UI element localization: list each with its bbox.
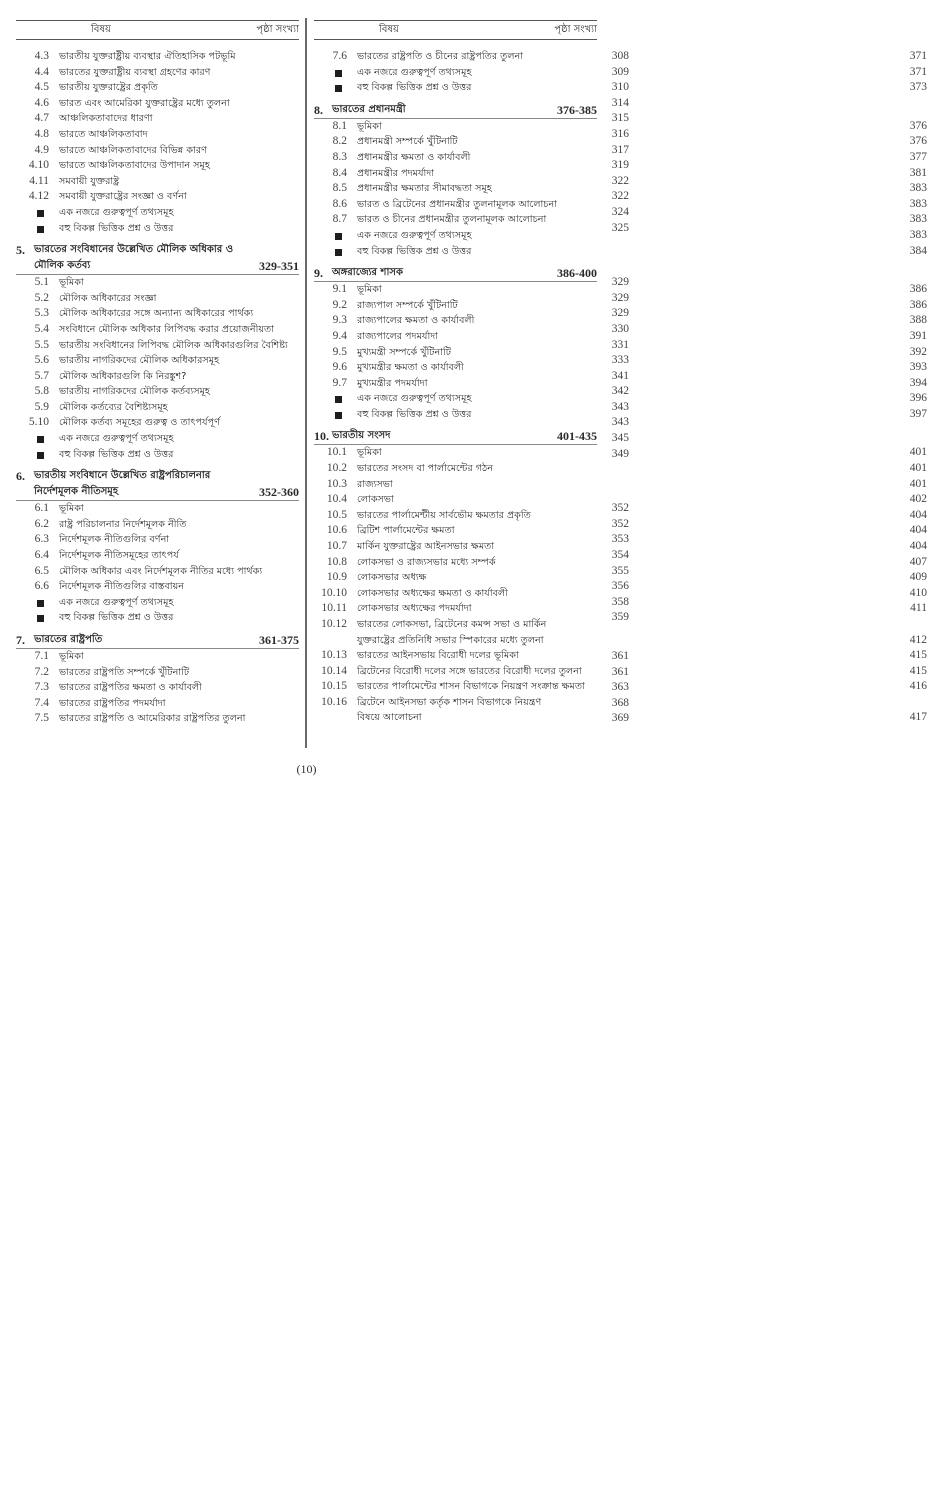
entry-number: 10.13 (321, 649, 347, 661)
chapter-title-line2: মৌলিক কর্তব্য (34, 260, 91, 272)
entry-number: 5.3 (34, 307, 49, 320)
toc-entry[interactable] (314, 477, 927, 493)
entry-page: 329 (611, 276, 629, 289)
entry-number: 10.6 (326, 524, 347, 537)
entry-number: 8.5 (332, 182, 347, 195)
entry-number: 10.3 (326, 477, 347, 490)
entry-number: 10.2 (326, 462, 347, 475)
chapter-title: ভারতের প্রধানমন্ত্রী (332, 103, 406, 115)
entry-number: 9.1 (332, 283, 347, 296)
entry-page: 388 (909, 314, 927, 327)
entry-page: 314 (611, 96, 629, 109)
entry-title: ভারতের লোকসভা, ব্রিটেনের কমন্স সভা ও মার্কিন যুক্তরাষ্ট্রের প্রতিনিধি সভার স্পিকারের মধ্যে তুলনা (357, 619, 547, 646)
entry-page: 324 (611, 205, 629, 218)
entry-page: 352 (611, 502, 629, 515)
entry-page: 384 (909, 244, 927, 257)
entry-title: সমবায়ী যুক্তরাষ্ট্রের সংজ্ঞা ও বর্ণনা (59, 191, 187, 203)
entry-number: 9.4 (332, 329, 347, 342)
entry-number: 4.3 (34, 50, 49, 62)
entry-number: 10.12 (321, 618, 347, 630)
entry-page: 361 (611, 650, 629, 662)
chapter-heading (16, 468, 299, 484)
toc-entry[interactable] (314, 228, 927, 244)
entry-title: ভূমিকা (59, 651, 84, 662)
entry-title: ভারতে আঞ্চলিকতাবাদের উপাদান সমূহ (59, 160, 210, 172)
entry-page: 371 (909, 65, 927, 78)
entry-number: 7.1 (34, 650, 49, 662)
chapter-title: ভারতীয় সংবিধানে উল্লেখিত রাষ্ট্রপরিচালনার (34, 470, 211, 482)
entry-title: ভারতীয় নাগরিকদের মৌলিক অধিকারসমূহ (59, 355, 220, 367)
entry-title: ভারতের পার্লামেন্টের শাসন বিভাগকে নিয়ন্ত্রণ সংক্রান্ত ক্ষমতা (357, 681, 585, 693)
entry-number: 4.5 (34, 81, 49, 94)
entry-page: 393 (909, 361, 927, 374)
entry-page: 358 (611, 595, 629, 608)
entry-page: 363 (611, 681, 629, 694)
entry-page: 356 (611, 580, 629, 593)
entry-title: মৌলিক অধিকারগুলি কি নিরঙ্কুশ? (59, 370, 187, 382)
entry-title: প্রধানমন্ত্রীর ক্ষমতার সীমাবদ্ধতা সমূহ (357, 183, 492, 195)
entry-page: 345 (611, 432, 629, 445)
entry-number: 6.4 (34, 549, 49, 562)
entry-title: ভারতের যুক্তরাষ্ট্রীয় ব্যবস্থা গ্রহণের কারণ (59, 66, 211, 78)
entry-title: মৌলিক কর্তব্যের বৈশিষ্ট্যসমূহ (59, 401, 168, 413)
entry-number: 10.14 (321, 664, 347, 677)
entry-number: 4.9 (34, 143, 49, 156)
entry-title: লোকসভা ও রাজ্যসভার মধ্যে সম্পর্ক (357, 556, 496, 568)
header-subject: বিষয় (91, 23, 111, 35)
entry-title: ভারতে আঞ্চলিকতাবাদের বিভিন্ন কারণ (59, 144, 207, 156)
entry-number: 4.8 (34, 127, 49, 140)
entry-page: 333 (611, 354, 629, 367)
chapter-page-range: 352-360 (259, 485, 299, 500)
chapter-page-range: 386-400 (557, 266, 597, 281)
entry-page: 343 (611, 416, 629, 429)
entry-number: 5.2 (34, 291, 49, 304)
entry-number: 9.7 (332, 376, 347, 389)
entry-page: 330 (611, 322, 629, 335)
entry-number: 8.2 (332, 135, 347, 148)
entry-title: ভারতের রাষ্ট্রপতি ও আমেরিকার রাষ্ট্রপতির তুলনা (59, 713, 246, 725)
chapter-title-line2: নির্দেশমূলক নীতিসমূহ (34, 486, 119, 498)
entry-page: 352 (611, 517, 629, 530)
chapter-heading-cont (16, 484, 299, 500)
entry-title: রাষ্ট্র পরিচালনার নির্দেশমূলক নীতি (59, 518, 187, 530)
entry-title: এক নজরে গুরুত্বপূর্ণ তথ্যসমূহ (59, 206, 174, 218)
entry-title: ভারতের সংসদ বা পার্লামেন্টের গঠন (357, 463, 493, 475)
entry-number: 8.1 (332, 119, 347, 132)
entry-title: এক নজরে গুরুত্বপূর্ণ তথ্যসমূহ (357, 66, 472, 78)
entry-title: ভারতের রাষ্ট্রপতির ক্ষমতা ও কার্যাবলী (59, 682, 202, 694)
entry-page: 417 (909, 711, 927, 724)
entry-number: 4.11 (29, 174, 49, 187)
entry-number: 10.9 (326, 571, 347, 584)
chapter-number: 9. (314, 266, 323, 281)
entry-title: ভূমিকা (357, 120, 382, 132)
entry-page: 404 (909, 524, 927, 537)
entry-number: 7.4 (34, 696, 49, 709)
entry-title: রাজ্যপাল সম্পর্কে খুঁটিনাটি (357, 299, 458, 311)
entry-title: সমবায়ী যুক্তরাষ্ট্র (59, 175, 120, 187)
entry-number: 9.6 (332, 361, 347, 374)
chapter-number: 8. (314, 102, 323, 117)
entry-title: বহু বিকল্প ভিত্তিক প্রশ্ন ও উত্তর (59, 222, 174, 234)
entry-page: 411 (910, 602, 927, 615)
entry-number: 10.16 (321, 695, 347, 708)
entry-title: প্রধানমন্ত্রী সম্পর্কে খুঁটিনাটি (357, 136, 458, 148)
entry-number: 5.6 (34, 354, 49, 367)
entry-page: 317 (611, 143, 629, 156)
entry-title: মৌলিক কর্তব্য সমূহের গুরুত্ব ও তাৎপর্যপূর্ণ (59, 417, 220, 429)
entry-number: 6.3 (34, 533, 49, 546)
entry-number: 5.5 (34, 338, 49, 351)
header-page-number: পৃষ্ঠা সংখ্যা (256, 23, 299, 35)
chapter-number: 5. (16, 243, 25, 258)
chapter-number: 7. (16, 633, 25, 647)
entry-number: 4.12 (28, 190, 49, 203)
entry-page: 407 (909, 555, 927, 568)
entry-page: 383 (909, 197, 927, 210)
entry-number: 8.7 (332, 213, 347, 226)
entry-number: 8.4 (332, 166, 347, 179)
entry-page: 341 (611, 369, 629, 382)
entry-page: 392 (909, 345, 927, 358)
entry-page: 397 (909, 407, 927, 420)
entry-number: 10.4 (326, 493, 347, 506)
entry-number: 9.5 (332, 345, 347, 358)
entry-title: রাজ্যপালের পদমর্যাদা (357, 330, 439, 342)
entry-page: 361 (611, 665, 629, 678)
entry-page: 353 (611, 533, 629, 546)
entry-number: 10.11 (321, 602, 347, 615)
toc-entry[interactable] (314, 492, 927, 508)
entry-number: 10.1 (326, 446, 347, 459)
chapter-heading (16, 632, 299, 648)
entry-title: বহু বিকল্প ভিত্তিক প্রশ্ন ও উত্তর (357, 408, 472, 420)
entry-number: 8.3 (332, 150, 347, 163)
entry-number: 6.5 (34, 564, 49, 577)
entry-title: প্রধানমন্ত্রীর পদমর্যাদা (357, 167, 435, 179)
entry-number: 6.1 (34, 502, 49, 515)
entry-title: ভারতের রাষ্ট্রপতি ও চীনের রাষ্ট্রপতির তুলনা (357, 51, 524, 62)
entry-page: 359 (611, 611, 629, 624)
table-header (16, 20, 299, 40)
entry-number: 10.7 (326, 540, 347, 553)
entry-title: মৌলিক অধিকার এবং নির্দেশমূলক নীতির মধ্যে পার্থক্য (59, 565, 263, 577)
entry-title: ভারত ও ব্রিটেনের প্রধানমন্ত্রীর তুলনামূলক আলোচনা (357, 198, 557, 210)
entry-page: 401 (909, 446, 927, 459)
entry-number: 7.3 (34, 681, 49, 694)
entry-title: রাজ্যসভা (357, 478, 393, 490)
entry-title: মার্কিন যুক্তরাষ্ট্রের আইনসভার ক্ষমতা (357, 541, 495, 553)
entry-page: 342 (611, 385, 629, 398)
entry-title: বহু বিকল্প ভিত্তিক প্রশ্ন ও উত্তর (59, 612, 174, 624)
toc-entry[interactable] (16, 711, 629, 727)
entry-page: 409 (909, 571, 927, 584)
entry-number: 5.10 (28, 416, 49, 429)
entry-title: লোকসভার অধ্যক্ষ (357, 572, 427, 584)
entry-title: সংবিধানে মৌলিক অধিকার লিপিবদ্ধ করার প্রয়োজনীয়তা (59, 323, 275, 335)
entry-page: 354 (611, 549, 629, 562)
entry-title: ভূমিকা (59, 503, 84, 515)
entry-page: 391 (909, 329, 927, 342)
entry-number: 8.6 (332, 197, 347, 210)
chapter-title: ভারতীয় সংসদ (332, 430, 391, 442)
entry-title: মুখ্যমন্ত্রীর পদমর্যাদা (357, 377, 428, 389)
chapter-number: 10. (314, 429, 329, 444)
entry-title: ভারত এবং আমেরিকা যুক্তরাষ্ট্রের মধ্যে তুলনা (59, 97, 230, 109)
entry-title: মুখ্যমন্ত্রী সম্পর্কে খুঁটিনাটি (357, 346, 452, 358)
chapter-number: 6. (16, 469, 25, 484)
entry-number: 5.8 (34, 385, 49, 398)
entry-page: 404 (909, 540, 927, 553)
entry-page: 386 (909, 298, 927, 311)
entry-page: 369 (611, 712, 629, 725)
chapter-heading (314, 428, 597, 444)
entry-page: 386 (909, 283, 927, 296)
entry-page: 415 (909, 664, 927, 677)
entry-title: প্রধানমন্ত্রীর ক্ষমতা ও কার্যাবলী (357, 151, 471, 163)
entry-title: বহু বিকল্প ভিত্তিক প্রশ্ন ও উত্তর (59, 448, 174, 460)
entry-title: ভারতের পার্লামেন্টীয় সার্বভৌম ক্ষমতার প্রকৃতি (357, 509, 531, 521)
entry-title: নির্দেশমূলক নীতিসমূহের তাৎপর্য (59, 550, 179, 562)
entry-page: 401 (909, 462, 927, 475)
entry-title: মুখ্যমন্ত্রীর ক্ষমতা ও কার্যাবলী (357, 362, 464, 374)
chapter-page-range: 329-351 (259, 259, 299, 274)
entry-title: এক নজরে গুরুত্বপূর্ণ তথ্যসমূহ (357, 393, 472, 405)
entry-title: ভূমিকা (357, 447, 382, 459)
entry-title: নির্দেশমূলক নীতিগুলির বাস্তবায়ন (59, 581, 184, 593)
entry-title: ভারতীয় সংবিধানের লিপিবদ্ধ মৌলিক অধিকারগুলির বৈশিষ্ট্য (59, 339, 288, 351)
entry-number: 5.4 (34, 322, 49, 335)
header-subject: বিষয় (379, 23, 399, 35)
entry-number: 10.8 (326, 555, 347, 568)
chapter-heading (314, 102, 597, 118)
entry-page: 310 (611, 81, 629, 94)
entry-page: 381 (909, 166, 927, 179)
entry-page: 410 (909, 586, 927, 599)
entry-title: বহু বিকল্প ভিত্তিক প্রশ্ন ও উত্তর (357, 82, 472, 94)
entry-number: 6.2 (34, 517, 49, 530)
entry-page: 319 (611, 159, 629, 172)
entry-title: ভারত ও চীনের প্রধানমন্ত্রীর তুলনামূলক আলোচনা (357, 214, 547, 226)
entry-page: 325 (611, 221, 629, 234)
chapter-page-range: 361-375 (259, 633, 299, 647)
entry-title: আঞ্চলিকতাবাদের ধারণা (59, 113, 153, 125)
entry-title: নির্দেশমূলক নীতিগুলির বর্ণনা (59, 534, 170, 546)
entry-title: এক নজরে গুরুত্বপূর্ণ তথ্যসমূহ (357, 229, 472, 241)
entry-title: ব্রিটেনের বিরোধী দলের সঙ্গে ভারতের বিরোধী দলের তুলনা (357, 665, 582, 677)
entry-title: বহু বিকল্প ভিত্তিক প্রশ্ন ও উত্তর (357, 245, 472, 257)
entry-page: 394 (909, 376, 927, 389)
entry-title: এক নজরে গুরুত্বপূর্ণ তথ্যসমূহ (59, 433, 174, 445)
entry-title: ভারতীয় যুক্তরাষ্ট্রের প্রকৃতি (59, 82, 158, 94)
entry-number: 5.7 (34, 369, 49, 382)
entry-page: 371 (909, 50, 927, 62)
entry-page: 383 (909, 182, 927, 195)
entry-page: 396 (909, 392, 927, 405)
chapter-page-range: 401-435 (557, 429, 597, 444)
entry-page: 309 (611, 65, 629, 78)
entry-page: 329 (611, 291, 629, 304)
entry-page: 349 (611, 447, 629, 460)
entry-title: ভারতে আঞ্চলিকতাবাদ (59, 128, 148, 140)
entry-number: 6.6 (34, 580, 49, 593)
entry-title: ব্রিটেনে আইনসভা কর্তৃক শাসন বিভাগকে নিয়ন্ত্রণ বিষয়ে আলোচনা (357, 696, 542, 724)
entry-page: 404 (909, 508, 927, 521)
entry-page: 415 (909, 649, 927, 661)
entry-page: 329 (611, 307, 629, 320)
entry-page: 402 (909, 493, 927, 506)
entry-page: 377 (909, 150, 927, 163)
entry-title: ব্রিটিশ পার্লামেন্টের ক্ষমতা (357, 525, 455, 537)
entry-page: 322 (611, 174, 629, 187)
table-header (314, 20, 597, 40)
entry-page: 376 (909, 135, 927, 148)
entry-title: ভূমিকা (59, 277, 84, 289)
page-number-footer: (10) (296, 762, 317, 776)
entry-number: 7.5 (34, 712, 49, 725)
entry-title: লোকসভার অধ্যক্ষের পদমর্যাদা (357, 603, 472, 615)
chapter-title: অঙ্গরাজ্যের শাসক (332, 267, 403, 279)
entry-title: ভারতীয় যুক্তরাষ্ট্রীয় ব্যবস্থার ঐতিহাসিক পটভূমি (59, 51, 236, 62)
entry-title: এক নজরে গুরুত্বপূর্ণ তথ্যসমূহ (59, 596, 174, 608)
entry-number: 10.10 (321, 586, 347, 599)
entry-number: 9.2 (332, 298, 347, 311)
chapter-title: ভারতের রাষ্ট্রপতি (34, 634, 103, 645)
entry-number: 4.7 (34, 112, 49, 125)
entry-page: 355 (611, 564, 629, 577)
entry-number: 9.3 (332, 314, 347, 327)
entry-title: লোকসভার অধ্যক্ষের ক্ষমতা ও কার্যাবলী (357, 587, 508, 599)
chapter-page-range: 376-385 (557, 102, 597, 117)
entry-page: 343 (611, 400, 629, 413)
entry-number: 7.2 (34, 665, 49, 678)
entry-number: 10.5 (326, 508, 347, 521)
entry-number: 4.10 (28, 159, 49, 172)
entry-page: 416 (909, 680, 927, 693)
entry-page: 383 (909, 228, 927, 241)
entry-number: 5.1 (34, 276, 49, 289)
toc-entry[interactable] (314, 244, 927, 260)
entry-number: 4.4 (34, 65, 49, 78)
chapter-title: ভারতের সংবিধানের উল্লেখিত মৌলিক অধিকার ও (34, 244, 234, 256)
entry-page: 308 (611, 50, 629, 62)
toc-entry[interactable] (314, 461, 927, 477)
entry-page: 368 (611, 696, 629, 709)
entry-page: 376 (909, 119, 927, 132)
entry-page: 383 (909, 213, 927, 226)
entry-title: লোকসভা (357, 494, 394, 506)
entry-page: 322 (611, 190, 629, 203)
entry-title: ভূমিকা (357, 284, 382, 296)
entry-title: মৌলিক অধিকারের সঙ্গে অন্যান্য অধিকারের পার্থক্য (59, 308, 254, 320)
toc-entry[interactable] (16, 415, 629, 431)
entry-page: 401 (909, 477, 927, 490)
entry-page: 316 (611, 127, 629, 140)
chapter-heading (16, 242, 299, 258)
entry-number: 10.15 (321, 680, 347, 693)
chapter-heading (314, 265, 597, 281)
chapter-heading-cont (16, 258, 299, 274)
entry-title: রাজ্যপালের ক্ষমতা ও কার্যাবলী (357, 315, 475, 327)
entry-title: মৌলিক অধিকারের সংজ্ঞা (59, 292, 157, 304)
entry-page: 315 (611, 112, 629, 125)
entry-page: 373 (909, 81, 927, 94)
entry-title: ভারতীয় নাগরিকদের মৌলিক কর্তব্যসমূহ (59, 386, 210, 398)
entry-number: 5.9 (34, 400, 49, 413)
entry-number: 4.6 (34, 96, 49, 109)
entry-title: ভারতের রাষ্ট্রপতির পদমর্যাদা (59, 697, 166, 709)
entry-page: 412 (909, 633, 927, 646)
entry-title: ভারতের রাষ্ট্রপতি সম্পর্কে খুঁটিনাটি (59, 666, 190, 678)
entry-page: 331 (611, 338, 629, 351)
header-page-number: পৃষ্ঠা সংখ্যা (554, 23, 597, 35)
entry-number: 7.6 (332, 50, 347, 62)
entry-title: ভারতের আইনসভায় বিরোধী দলের ভূমিকা (357, 650, 519, 661)
